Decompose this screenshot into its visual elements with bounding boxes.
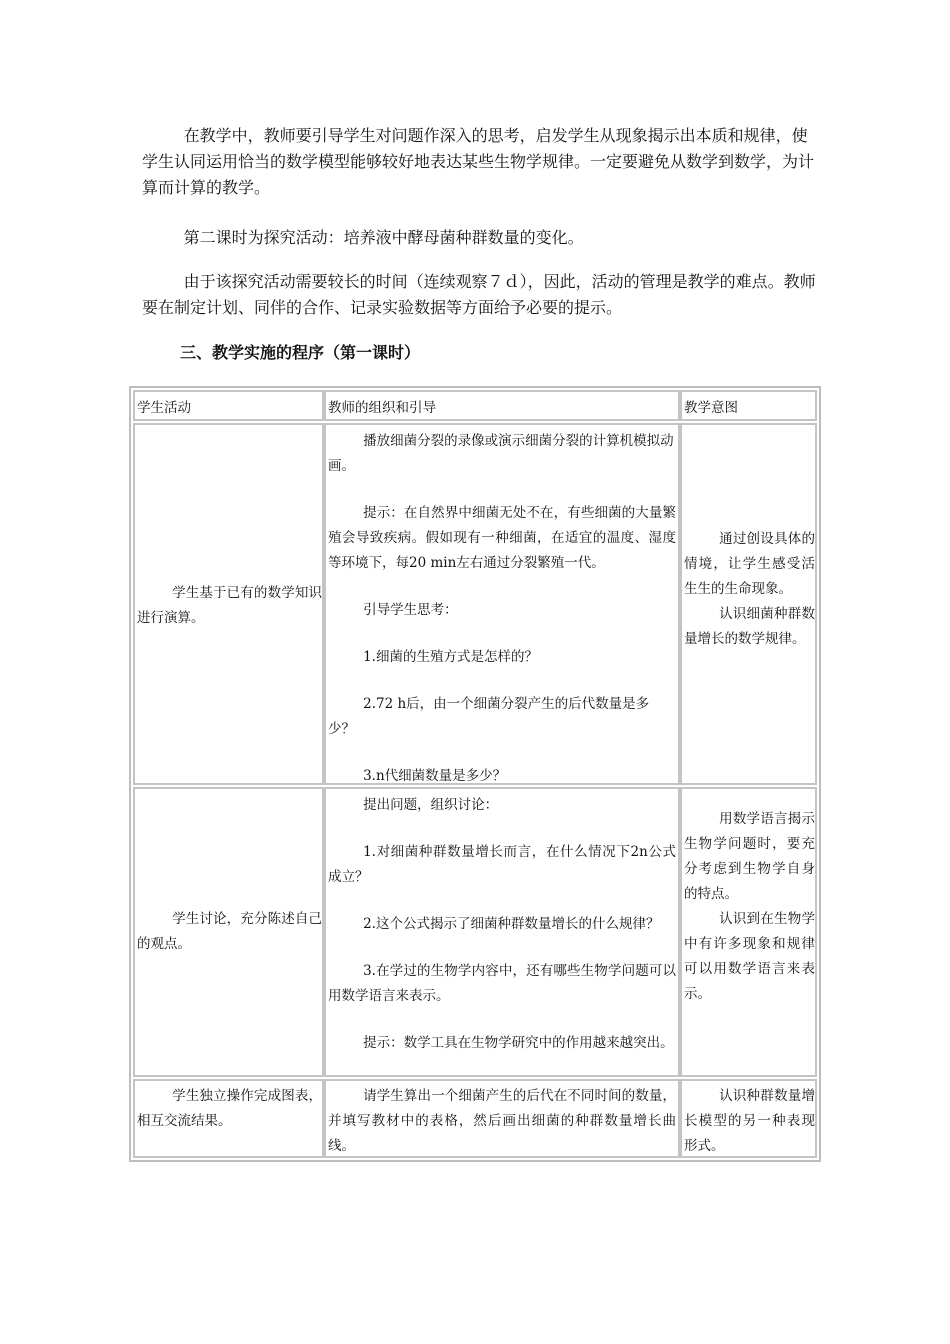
- header-student-activity: 学生活动: [133, 390, 324, 421]
- row1-teacher-line: 2.72 h后，由一个细菌分裂产生的后代数量是多少？: [328, 696, 650, 737]
- row2-student-text: 学生讨论，充分陈述自己的观点。: [137, 911, 322, 952]
- row1-teacher-line: 提示：在自然界中细菌无处不在，有些细菌的大量繁殖会导致疾病。假如现有一种细菌，在适宜的温度、湿度等环境下，每20 min左右通过分裂繁殖一代。: [328, 505, 676, 571]
- row3-teacher-text: 请学生算出一个细菌产生的后代在不同时间的数量，并填写教材中的表格，然后画出细菌的种群数量增长曲线。: [328, 1088, 676, 1154]
- row2-teaching-intent: [680, 787, 817, 1077]
- row1-intent-line: 认识细菌种群数量增长的数学规律。: [684, 606, 815, 647]
- row3-teacher-guidance: [324, 1079, 680, 1158]
- row3-intent-text: 认识种群数量增长模型的另一种表现形式。: [684, 1088, 815, 1154]
- header-teacher-guidance: 教师的组织和引导: [324, 390, 680, 421]
- row2-teacher-line: 提示：数学工具在生物学研究中的作用越来越突出。: [363, 1035, 674, 1051]
- row2-intent-line: 认识到在生物学中有许多现象和规律可以用数学语言来表示。: [684, 911, 815, 1002]
- row2-teacher-line: 2.这个公式揭示了细菌种群数量增长的什么规律？: [363, 916, 660, 932]
- section-heading: 三、教学实施的程序（第一课时）: [180, 343, 421, 362]
- row2-teacher-line: 3.在学过的生物学内容中，还有哪些生物学问题可以用数学语言来表示。: [328, 963, 676, 1004]
- row3-student-text: 学生独立操作完成图表，相互交流结果。: [137, 1088, 322, 1129]
- row1-student-text: 学生基于已有的数学知识进行演算。: [137, 585, 322, 626]
- row1-student-activity: [133, 423, 324, 785]
- row2-teacher-guidance: [324, 787, 680, 1077]
- row1-teacher-line: 3.n代细菌数量是多少？: [363, 768, 507, 784]
- management-paragraph: 由于该探究活动需要较长的时间（连续观察７ｄ），因此，活动的管理是教学的难点。教师要在制定计划、同伴的合作、记录实验数据等方面给予必要的提示。: [142, 272, 816, 317]
- row2-intent-line: 用数学语言揭示生物学问题时，要充分考虑到生物学自身的特点。: [684, 811, 815, 902]
- row3-student-activity: [133, 1079, 324, 1158]
- row2-student-activity: [133, 787, 324, 1077]
- teaching-procedure-table: [129, 386, 821, 1162]
- row1-teacher-guidance: [324, 423, 680, 785]
- row1-teacher-line: 播放细菌分裂的录像或演示细菌分裂的计算机模拟动画。: [328, 433, 674, 474]
- intro-paragraph: 在教学中，教师要引导学生对问题作深入的思考，启发学生从现象揭示出本质和规律，使学生认同运用恰当的数学模型能够较好地表达某些生物学规律。一定要避免从数学到数学，为计算而计算的教学。: [142, 126, 815, 197]
- row3-teaching-intent: [680, 1079, 817, 1158]
- row1-teacher-line: 引导学生思考：: [363, 602, 458, 618]
- row2-teacher-line: 提出问题，组织讨论：: [363, 797, 499, 813]
- row1-intent-line: 通过创设具体的情境，让学生感受活生生的生命现象。: [684, 531, 815, 597]
- row1-teaching-intent: [680, 423, 817, 785]
- second-lesson-paragraph: 第二课时为探究活动：培养液中酵母菌种群数量的变化。: [183, 228, 584, 247]
- header-teaching-intent: 教学意图: [680, 390, 817, 421]
- row1-teacher-line: 1.细菌的生殖方式是怎样的？: [363, 649, 538, 665]
- row2-teacher-line: 1.对细菌种群数量增长而言，在什么情况下2n公式成立？: [328, 844, 676, 885]
